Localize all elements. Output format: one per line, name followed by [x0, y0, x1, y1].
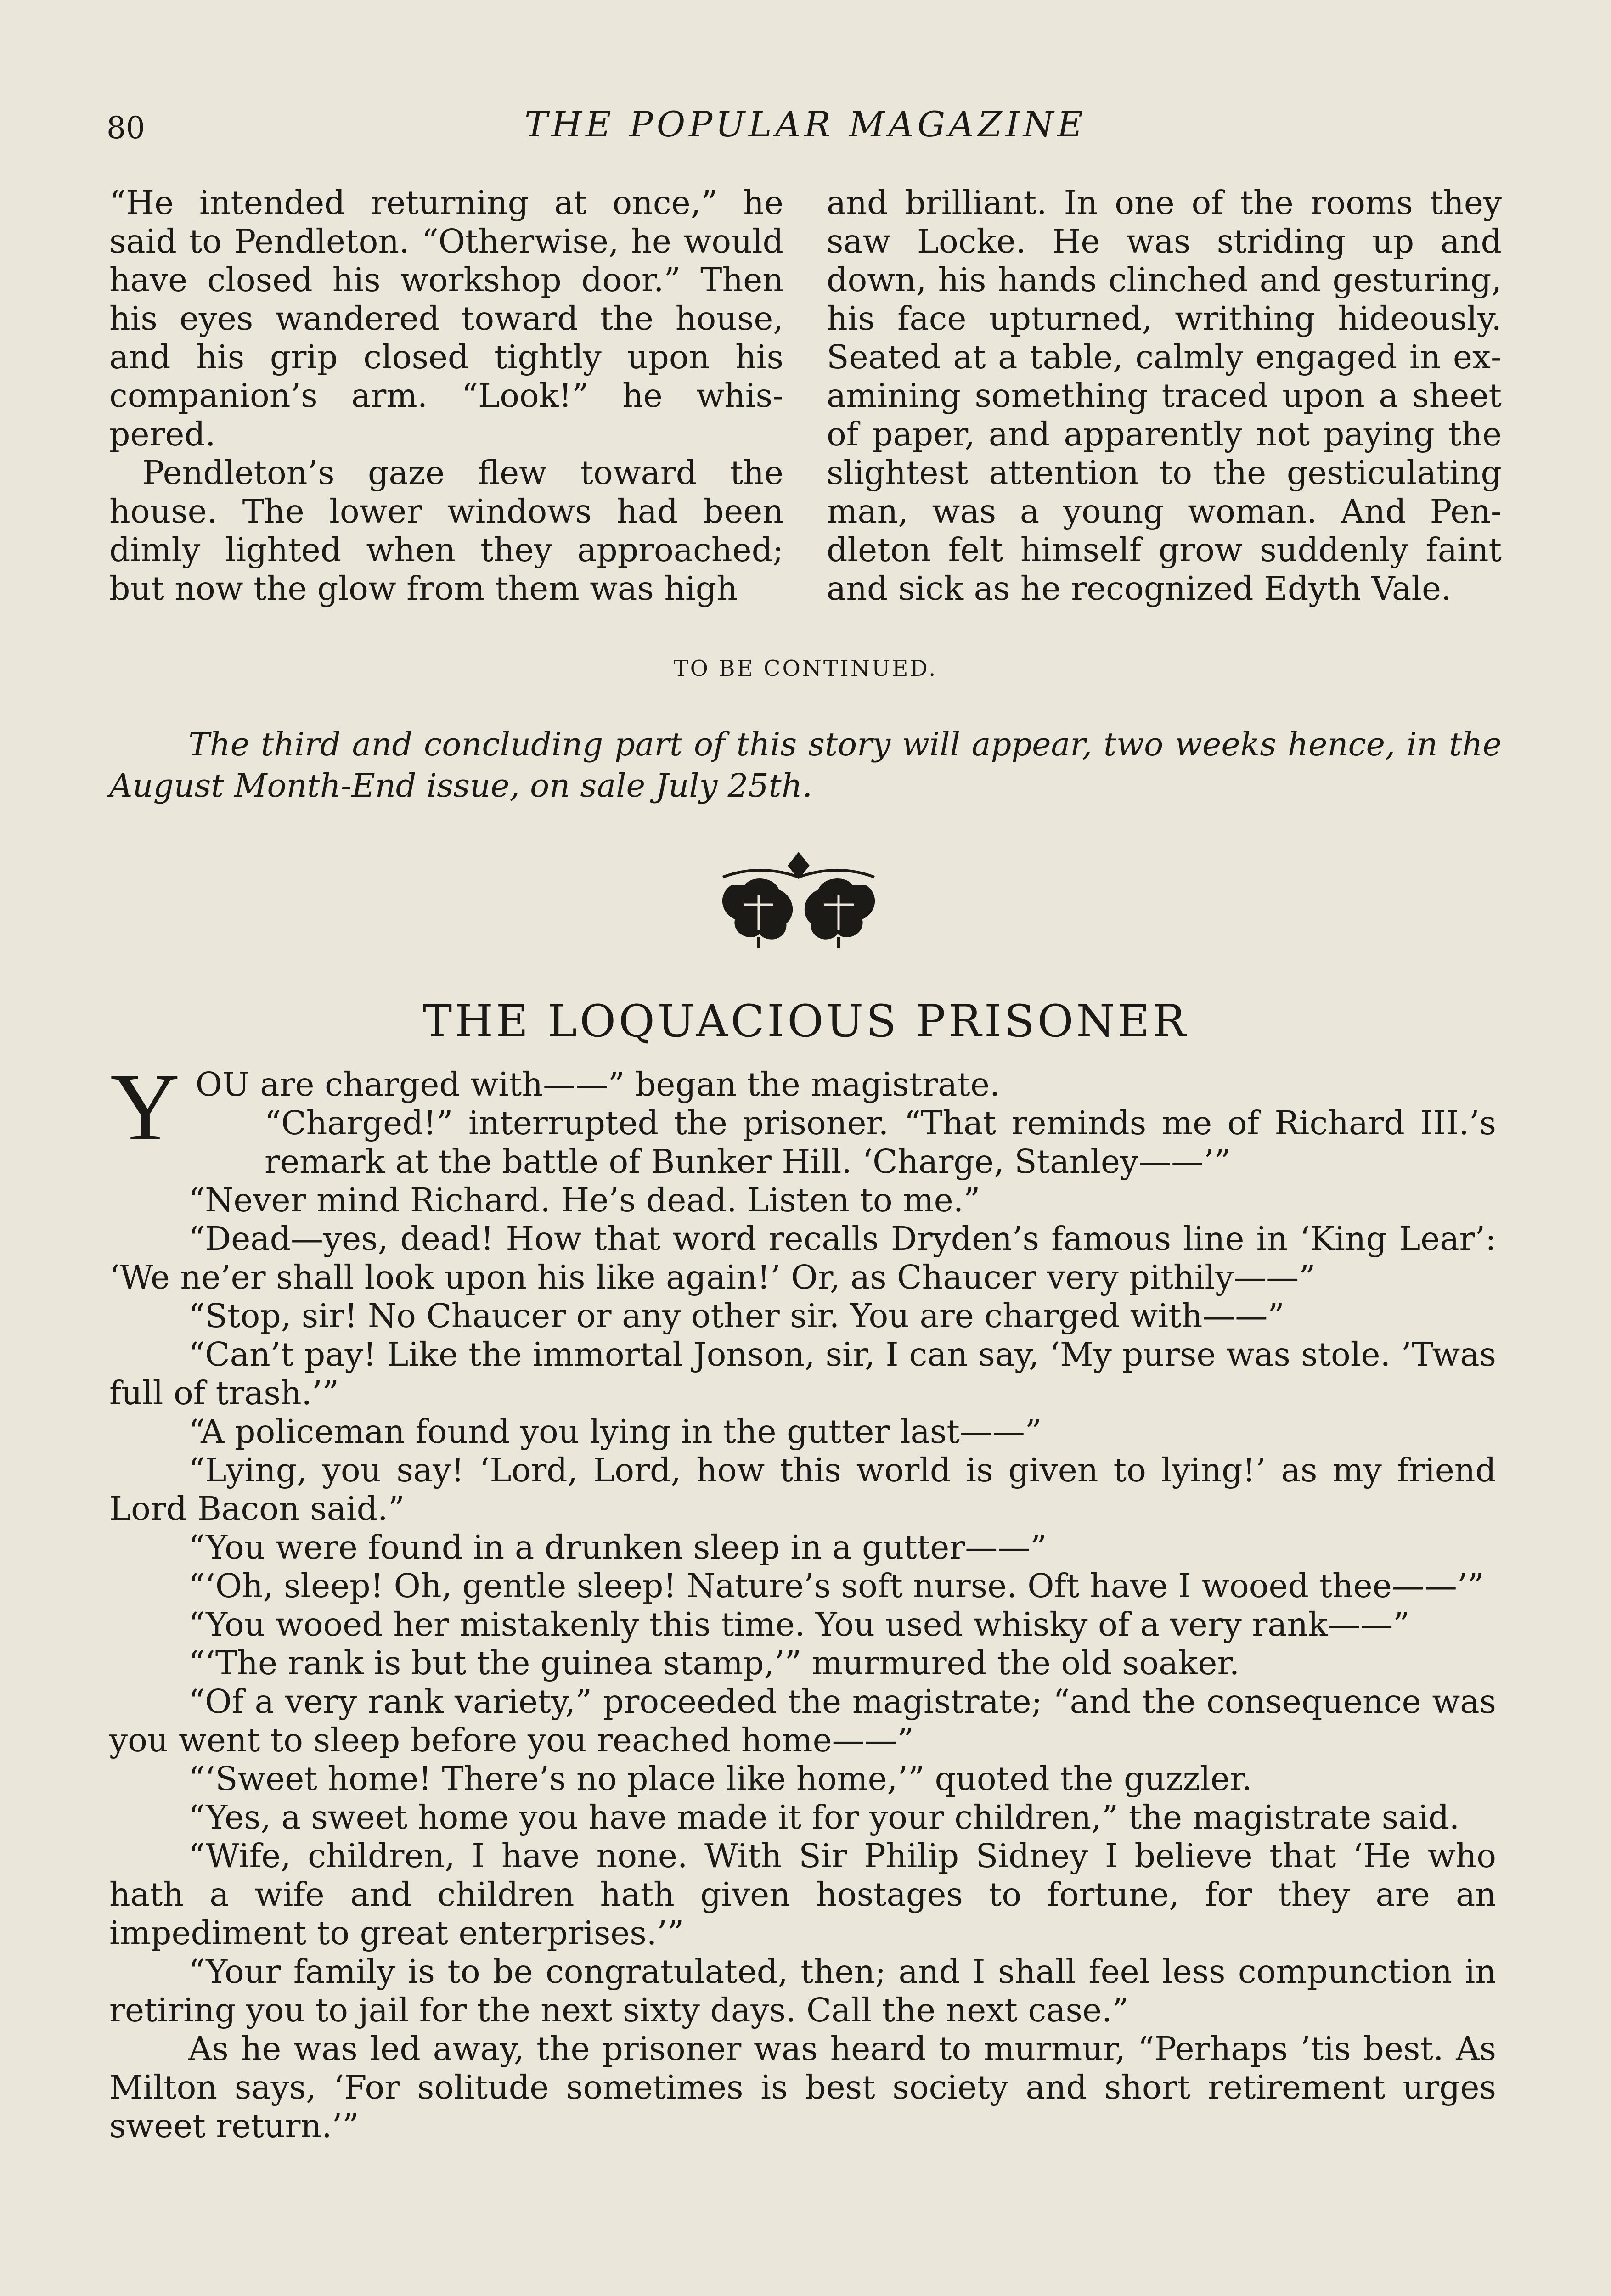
paragraph: “You were found in a drunken sleep in a gutter——”	[188, 1528, 1047, 1566]
paragraph: “Never mind Richard. He’s dead. Listen to me.”	[188, 1181, 980, 1219]
paragraph: “Yes, a sweet home you have made it for your children,” the magistrate said.	[188, 1798, 1460, 1836]
paragraph: “‘The rank is but the guinea stamp,’” murmured the old soaker.	[188, 1644, 1240, 1682]
paragraph: “Charged!” interrupted the prisoner. “That reminds me of Richard III.’s remark at the battle of Bunker Hill. ‘Charge, Stanley——’”	[265, 1104, 1496, 1181]
paragraph: “Can’t pay! Like the immortal Jonson, sir, I can say, ‘My purse was stole. ’Twas full of trash.’”	[109, 1335, 1496, 1412]
paragraph: “He intended returning at once,” he said to Pendleton. “Otherwise, he would have closed his workshop door.” Then his eyes wandered toward the house, and his grip closed tightly upon his companion’s arm. “Look!” he whispered.	[109, 184, 783, 453]
paragraph: “You wooed her mistakenly this time. You used whisky of a very rank——”	[188, 1605, 1410, 1643]
paragraph: Pendleton’s gaze flew toward the house. The lower windows had been dimly lighted when they approached; but now the glow from them was high	[109, 454, 783, 608]
paragraph: As he was led away, the prisoner was heard to murmur, “Perhaps ’tis best. As Milton says, ‘For solitude sometimes is best society and short retirement urges sweet return.’”	[109, 2030, 1496, 2145]
left-column	[109, 184, 783, 608]
first-line: OU are charged with——” began the magistrate.	[195, 1065, 1000, 1103]
running-title: THE POPULAR MAGAZINE	[524, 104, 1087, 145]
leaf-ornament-icon	[704, 845, 893, 951]
story-title: THE LOQUACIOUS PRISONER	[422, 996, 1189, 1047]
page-number: 80	[107, 110, 145, 146]
paragraph: “Stop, sir! No Chaucer or any other sir. You are charged with——”	[188, 1297, 1284, 1335]
paragraph: “‘Oh, sleep! Oh, gentle sleep! Nature’s soft nurse. Oft have I wooed thee——’”	[188, 1567, 1484, 1605]
paragraph: and brilliant. In one of the rooms they saw Locke. He was striding up and down, his hands clinched and gesturing, his face upturned, writhing hideously. Seated at a table, calmly engaged in examining something traced upon a sheet of paper, and apparently not paying the slightest attention to the gesticulating man, was a young woman. And Pendleton felt himself grow suddenly faint and sick as he recognized Edyth Vale.	[827, 184, 1502, 608]
paragraph: “Lying, you say! ‘Lord, Lord, how this world is given to lying!’ as my friend Lord Bacon said.”	[109, 1451, 1496, 1528]
paragraph: “Dead—yes, dead! How that word recalls Dryden’s famous line in ‘King Lear’: ‘We ne’er shall look upon his like again!’ Or, as Chaucer very pithily——”	[109, 1220, 1496, 1296]
paragraph: “‘Sweet home! There’s no place like home,’” quoted the guzzler.	[188, 1760, 1252, 1798]
paragraph: “Of a very rank variety,” proceeded the magistrate; “and the consequence was you went to sleep before you reached home——”	[109, 1683, 1496, 1759]
paragraph: “Wife, children, I have none. With Sir Philip Sidney I believe that ‘He who hath a wife and children hath given hostages to fortune, for they are an impediment to great enterprises.’”	[109, 1837, 1496, 1952]
next-issue-note: The third and concluding part of this story will appear, two weeks hence, in the August Month-End issue, on sale July 25th.	[109, 726, 1502, 805]
paragraph: “Your family is to be congratulated, then; and I shall feel less compunction in retiring you to jail for the next sixty days. Call the next case.”	[109, 1953, 1496, 2029]
right-column	[827, 184, 1502, 608]
story-body	[109, 1054, 1496, 2145]
drop-cap: Y	[110, 1054, 180, 1160]
to-be-continued: TO BE CONTINUED.	[673, 656, 938, 681]
paragraph: “A policeman found you lying in the gutter last——”	[188, 1412, 1042, 1451]
